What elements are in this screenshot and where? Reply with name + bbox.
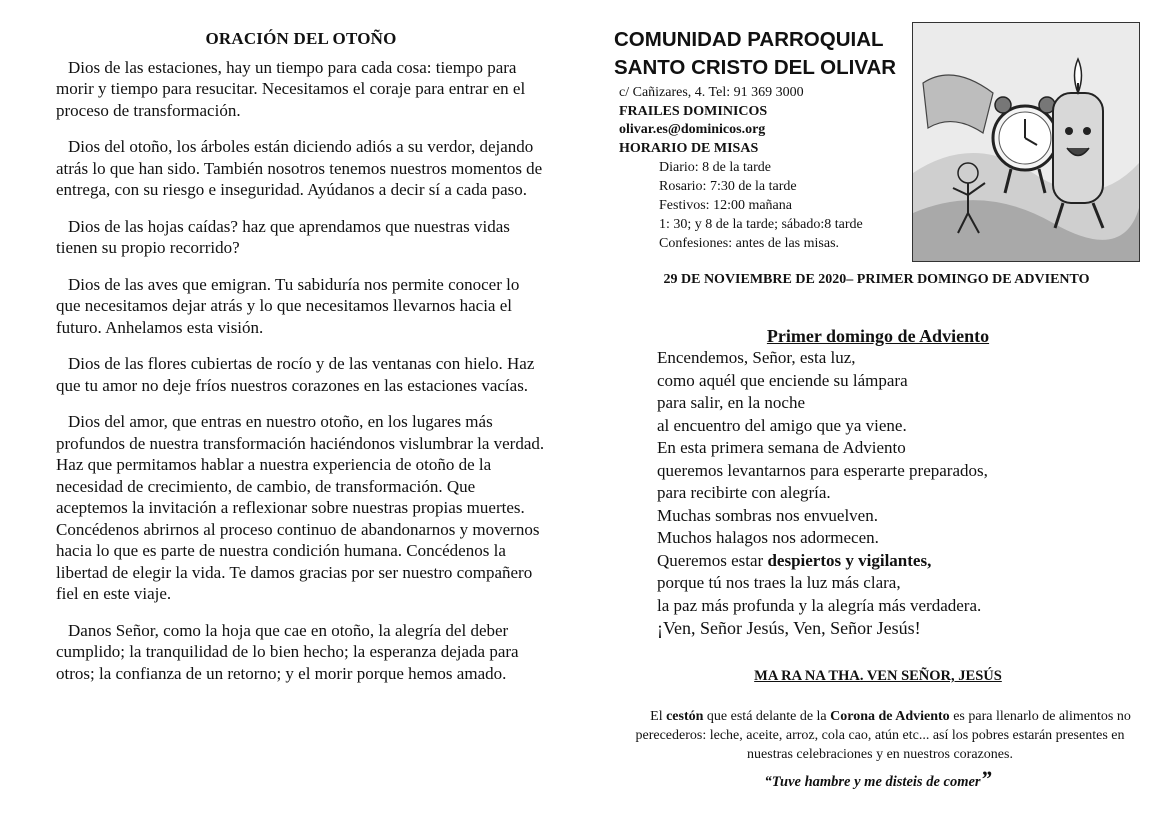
prayer-paragraph: Dios del otoño, los árboles están diciendo adiós a su verdor, dejando atrás lo que han sido. También nosotros tenemos nuestros momentos de entrega, con su riesgo e inseguridad. Ayúdanos a decir sí a cada paso. bbox=[56, 137, 543, 199]
poem-line: para recibirte con alegría. bbox=[657, 483, 831, 502]
date-line: 29 DE NOVIEMBRE DE 2020– PRIMER DOMINGO DE ADVIENTO bbox=[663, 272, 1090, 287]
poem-line-start: Queremos estar bbox=[657, 550, 768, 570]
mass-schedule-heading: HORARIO DE MISAS bbox=[619, 140, 759, 156]
prayer-paragraph: Dios de las flores cubiertas de rocío y de las ventanas con hielo. Haz que tu amor no deje fríos nuestros corazones en las estaciones vacías. bbox=[56, 354, 535, 395]
poem-line: como aquél que enciende su lámpara bbox=[657, 370, 908, 390]
prayer-paragraph: Dios de las estaciones, hay un tiempo para cada cosa: tiempo para morir y tiempo para resucitar. Necesitamos el coraje para entrar en el proceso de transformación. bbox=[56, 57, 526, 120]
poem-line: Muchas sombras nos envuelven. bbox=[657, 505, 878, 525]
note-text: que está delante de la bbox=[703, 709, 831, 724]
quote-close-mark: ” bbox=[980, 766, 992, 791]
prayer-paragraph: Dios del amor, que entras en nuestro otoño, en los lugares más profundos de nuestra transformación haciéndonos vislumbrar la verdad. Haz que permitamos hablar a nuestra experiencia de otoño de la necesidad de crecimiento, de cambio, de transformación. Que aceptemos la invitación a reflexionar sobre nuestras propias muertes. Concédenos abrirnos al proceso continuo de abandonarnos y movernos hacia lo que es parte de nuestra condición humana. Concédenos la libertad de elegir la vida. Te damos gracias por ser nuestro compañero fiel en este viaje. bbox=[56, 412, 545, 603]
bible-quote bbox=[614, 766, 1142, 792]
advent-illustration bbox=[912, 22, 1140, 262]
schedule-item: 1: 30; y 8 de la tarde; sábado:8 tarde bbox=[659, 217, 863, 232]
note-bold: cestón bbox=[666, 709, 704, 724]
prayer-paragraph: Dios de las aves que emigran. Tu sabiduría nos permite conocer lo que necesitamos dejar atrás y lo que necesitamos llevarnos hacia el futuro. Anhelamos esta visión. bbox=[56, 274, 520, 337]
poem-line: Encendemos, Señor, esta luz, bbox=[657, 348, 856, 367]
schedule-item: Rosario: 7:30 de la tarde bbox=[659, 179, 797, 194]
parish-name-line1: COMUNIDAD PARROQUIAL bbox=[614, 28, 884, 51]
advent-poem bbox=[657, 347, 988, 640]
poem-line: queremos levantarnos para esperarte preparados, bbox=[657, 460, 988, 480]
schedule-item: Diario: 8 de la tarde bbox=[659, 160, 771, 175]
food-donation-note bbox=[620, 707, 1140, 764]
note-text: El bbox=[650, 709, 667, 724]
poem-line: Muchos halagos nos adormecen. bbox=[657, 528, 879, 547]
prayer-paragraph: Dios de las hojas caídas? haz que aprendamos que nuestras vidas tienen su propio recorrido? bbox=[56, 216, 510, 257]
prayer-paragraph: Danos Señor, como la hoja que cae en otoño, la alegría del deber cumplido; la tranquilidad de lo bien hecho; la esperanza dejada para otros; la confianza de un retorno; y el morir porque hemos amado. bbox=[56, 620, 519, 683]
poem-closing-line: ¡Ven, Señor Jesús, Ven, Señor Jesús! bbox=[657, 618, 921, 638]
poem-line: para salir, en la noche bbox=[657, 393, 805, 412]
prayer-title: ORACIÓN DEL OTOÑO bbox=[205, 29, 397, 48]
note-bold: Corona de Adviento bbox=[830, 709, 950, 724]
poem-line: porque tú nos traes la luz más clara, bbox=[657, 573, 901, 592]
poem-line: la paz más profunda y la alegría más verdadera. bbox=[657, 595, 982, 615]
address: c/ Cañizares, 4. Tel: 91 369 3000 bbox=[619, 85, 804, 100]
note-text: es para llenarlo de alimentos no perecederos: leche, aceite, arroz, cola cao, atún etc... así los pobres estarán presentes en nuestras celebraciones y en nuestros corazones. bbox=[635, 709, 1131, 762]
quote-text: “Tuve hambre y me disteis de comer bbox=[764, 774, 981, 790]
prayer-column bbox=[56, 28, 546, 699]
poem-emphasis: despiertos y vigilantes, bbox=[767, 550, 932, 570]
parish-name-line2: SANTO CRISTO DEL OLIVAR bbox=[614, 56, 897, 79]
candle-clock-illustration bbox=[913, 23, 1139, 261]
poem-line bbox=[657, 550, 988, 573]
maranatha-heading: MA RA NA THA. VEN SEÑOR, JESÚS bbox=[754, 668, 1002, 684]
schedule-item: Festivos: 12:00 mañana bbox=[659, 198, 792, 213]
poem-line: En esta primera semana de Adviento bbox=[657, 438, 906, 457]
poem-line: al encuentro del amigo que ya viene. bbox=[657, 415, 907, 435]
poem-title: Primer domingo de Adviento bbox=[766, 326, 990, 346]
schedule-item: Confesiones: antes de las misas. bbox=[659, 236, 840, 251]
email: olivar.es@dominicos.org bbox=[619, 122, 766, 137]
order-name: FRAILES DOMINICOS bbox=[619, 103, 768, 119]
